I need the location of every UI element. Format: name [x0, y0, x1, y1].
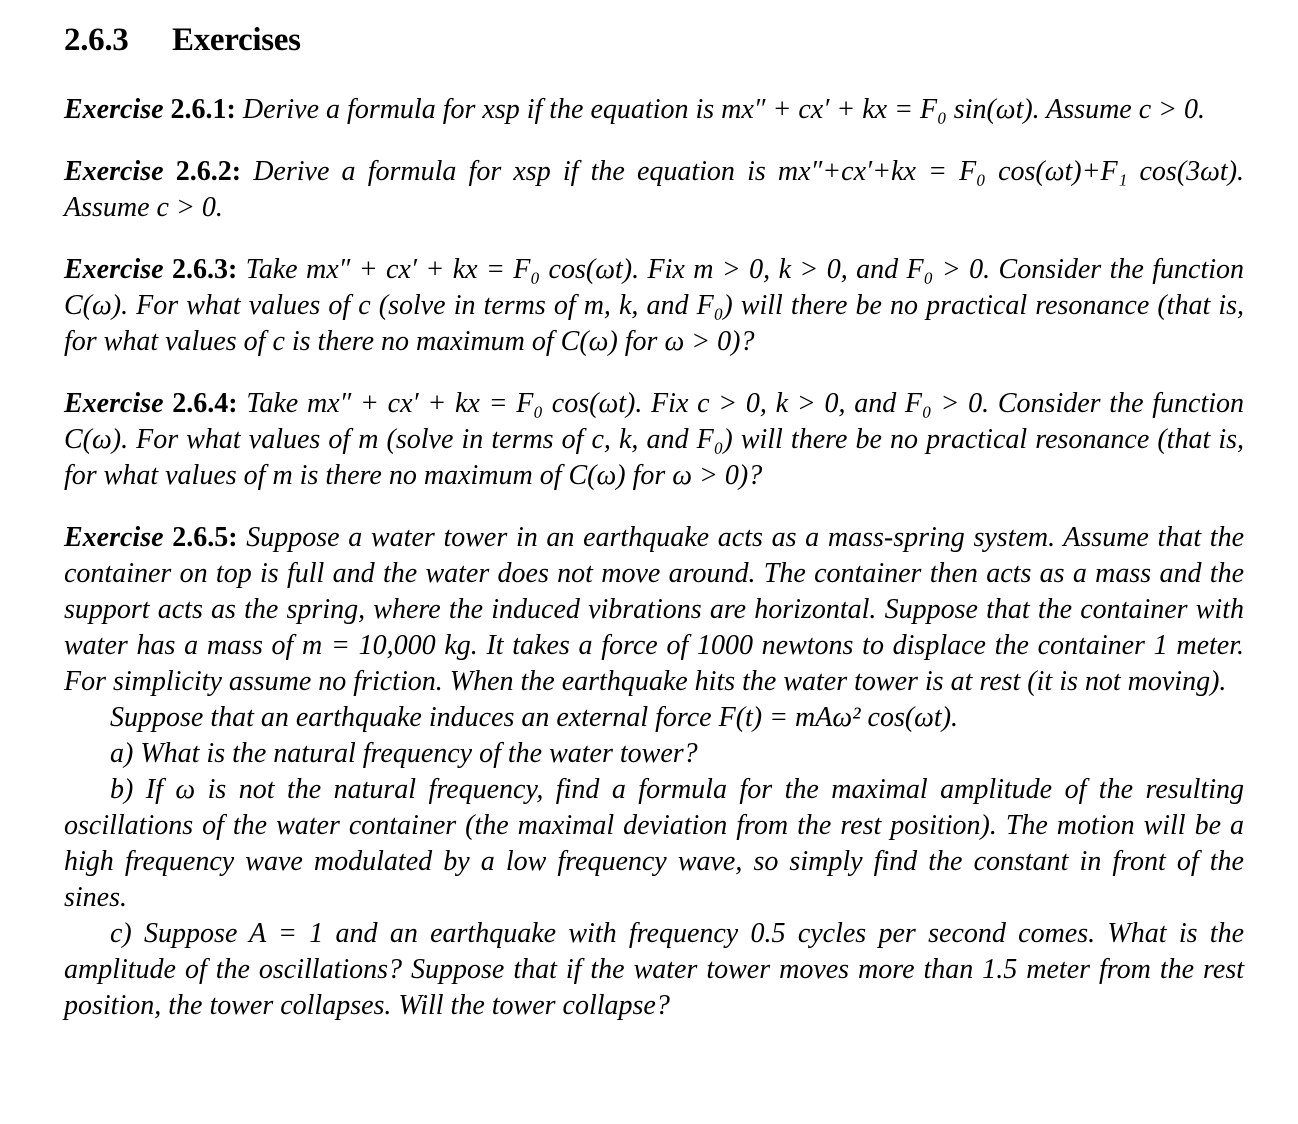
exercise-label: Exercise 2.6.2: [64, 156, 242, 187]
exercise-part-b: b) If ω is not the natural frequency, find a formula for the maximal amplitude of the resulting oscillations of the water container (the maximal deviation from the rest position). The motion will be a high frequency wave modulated by a low frequency wave, so simply find the constant in front of the sines. [64, 774, 1244, 913]
exercise-text: Take mx″ + cx′ + kx = F₀ cos(ωt). Fix m > 0, k > 0, and F₀ > 0. Consider the function C(ω). For what values of c (solve in terms of m, k, and F₀) will there be no practical resonance (that is, for what values of c is there no maximum of C(ω) for ω > 0)? [64, 254, 1245, 357]
section-title: Exercises [172, 22, 301, 58]
exercise-2-6-4 [64, 386, 1244, 494]
exercise-2-6-3 [64, 252, 1244, 360]
exercise-paragraph-force: Suppose that an earthquake induces an external force F(t) = mAω² cos(ωt). [110, 702, 959, 733]
exercise-label: Exercise 2.6.3: [64, 254, 238, 285]
exercise-text: Suppose a water tower in an earthquake acts as a mass-spring system. Assume that the container on top is full and the water does not move around. The container then acts as a mass and the support acts as the spring, where the induced vibrations are horizontal. Suppose that the container with water has a mass of m = 10,000 kg. It takes a force of 1000 newtons to displace the container 1 meter. For simplicity assume no friction. When the earthquake hits the water tower is at rest (it is not moving). [64, 522, 1245, 697]
section-heading [64, 18, 1244, 62]
exercise-2-6-1 [64, 92, 1244, 128]
exercise-2-6-2 [64, 154, 1244, 226]
exercise-2-6-5 [64, 520, 1244, 1024]
exercise-label: Exercise 2.6.1: [64, 94, 236, 125]
section-number: 2.6.3 [64, 22, 129, 58]
exercise-intro [64, 520, 1244, 700]
exercise-text: Take mx″ + cx′ + kx = F₀ cos(ωt). Fix c > 0, k > 0, and F₀ > 0. Consider the function C(ω). For what values of m (solve in terms of c, k, and F₀) will there be no practical resonance (that is, for what values of m is there no maximum of C(ω) for ω > 0)? [64, 388, 1245, 491]
exercise-part-c: c) Suppose A = 1 and an earthquake with frequency 0.5 cycles per second comes. What is the amplitude of the oscillations? Suppose that if the water tower moves more than 1.5 meter from the rest position, the tower collapses. Will the tower collapse? [64, 918, 1244, 1021]
exercise-label: Exercise 2.6.5: [64, 522, 238, 553]
exercise-text: Derive a formula for xsp if the equation is mx″ + cx′ + kx = F₀ sin(ωt). Assume c > 0. [242, 94, 1206, 125]
exercises-page [64, 18, 1244, 1050]
exercise-part-a: a) What is the natural frequency of the water tower? [110, 738, 698, 769]
exercise-text: Derive a formula for xsp if the equation is mx″+cx′+kx = F₀ cos(ωt)+F₁ cos(3ωt). Assume c > 0. [64, 156, 1245, 223]
exercise-label: Exercise 2.6.4: [64, 388, 238, 419]
